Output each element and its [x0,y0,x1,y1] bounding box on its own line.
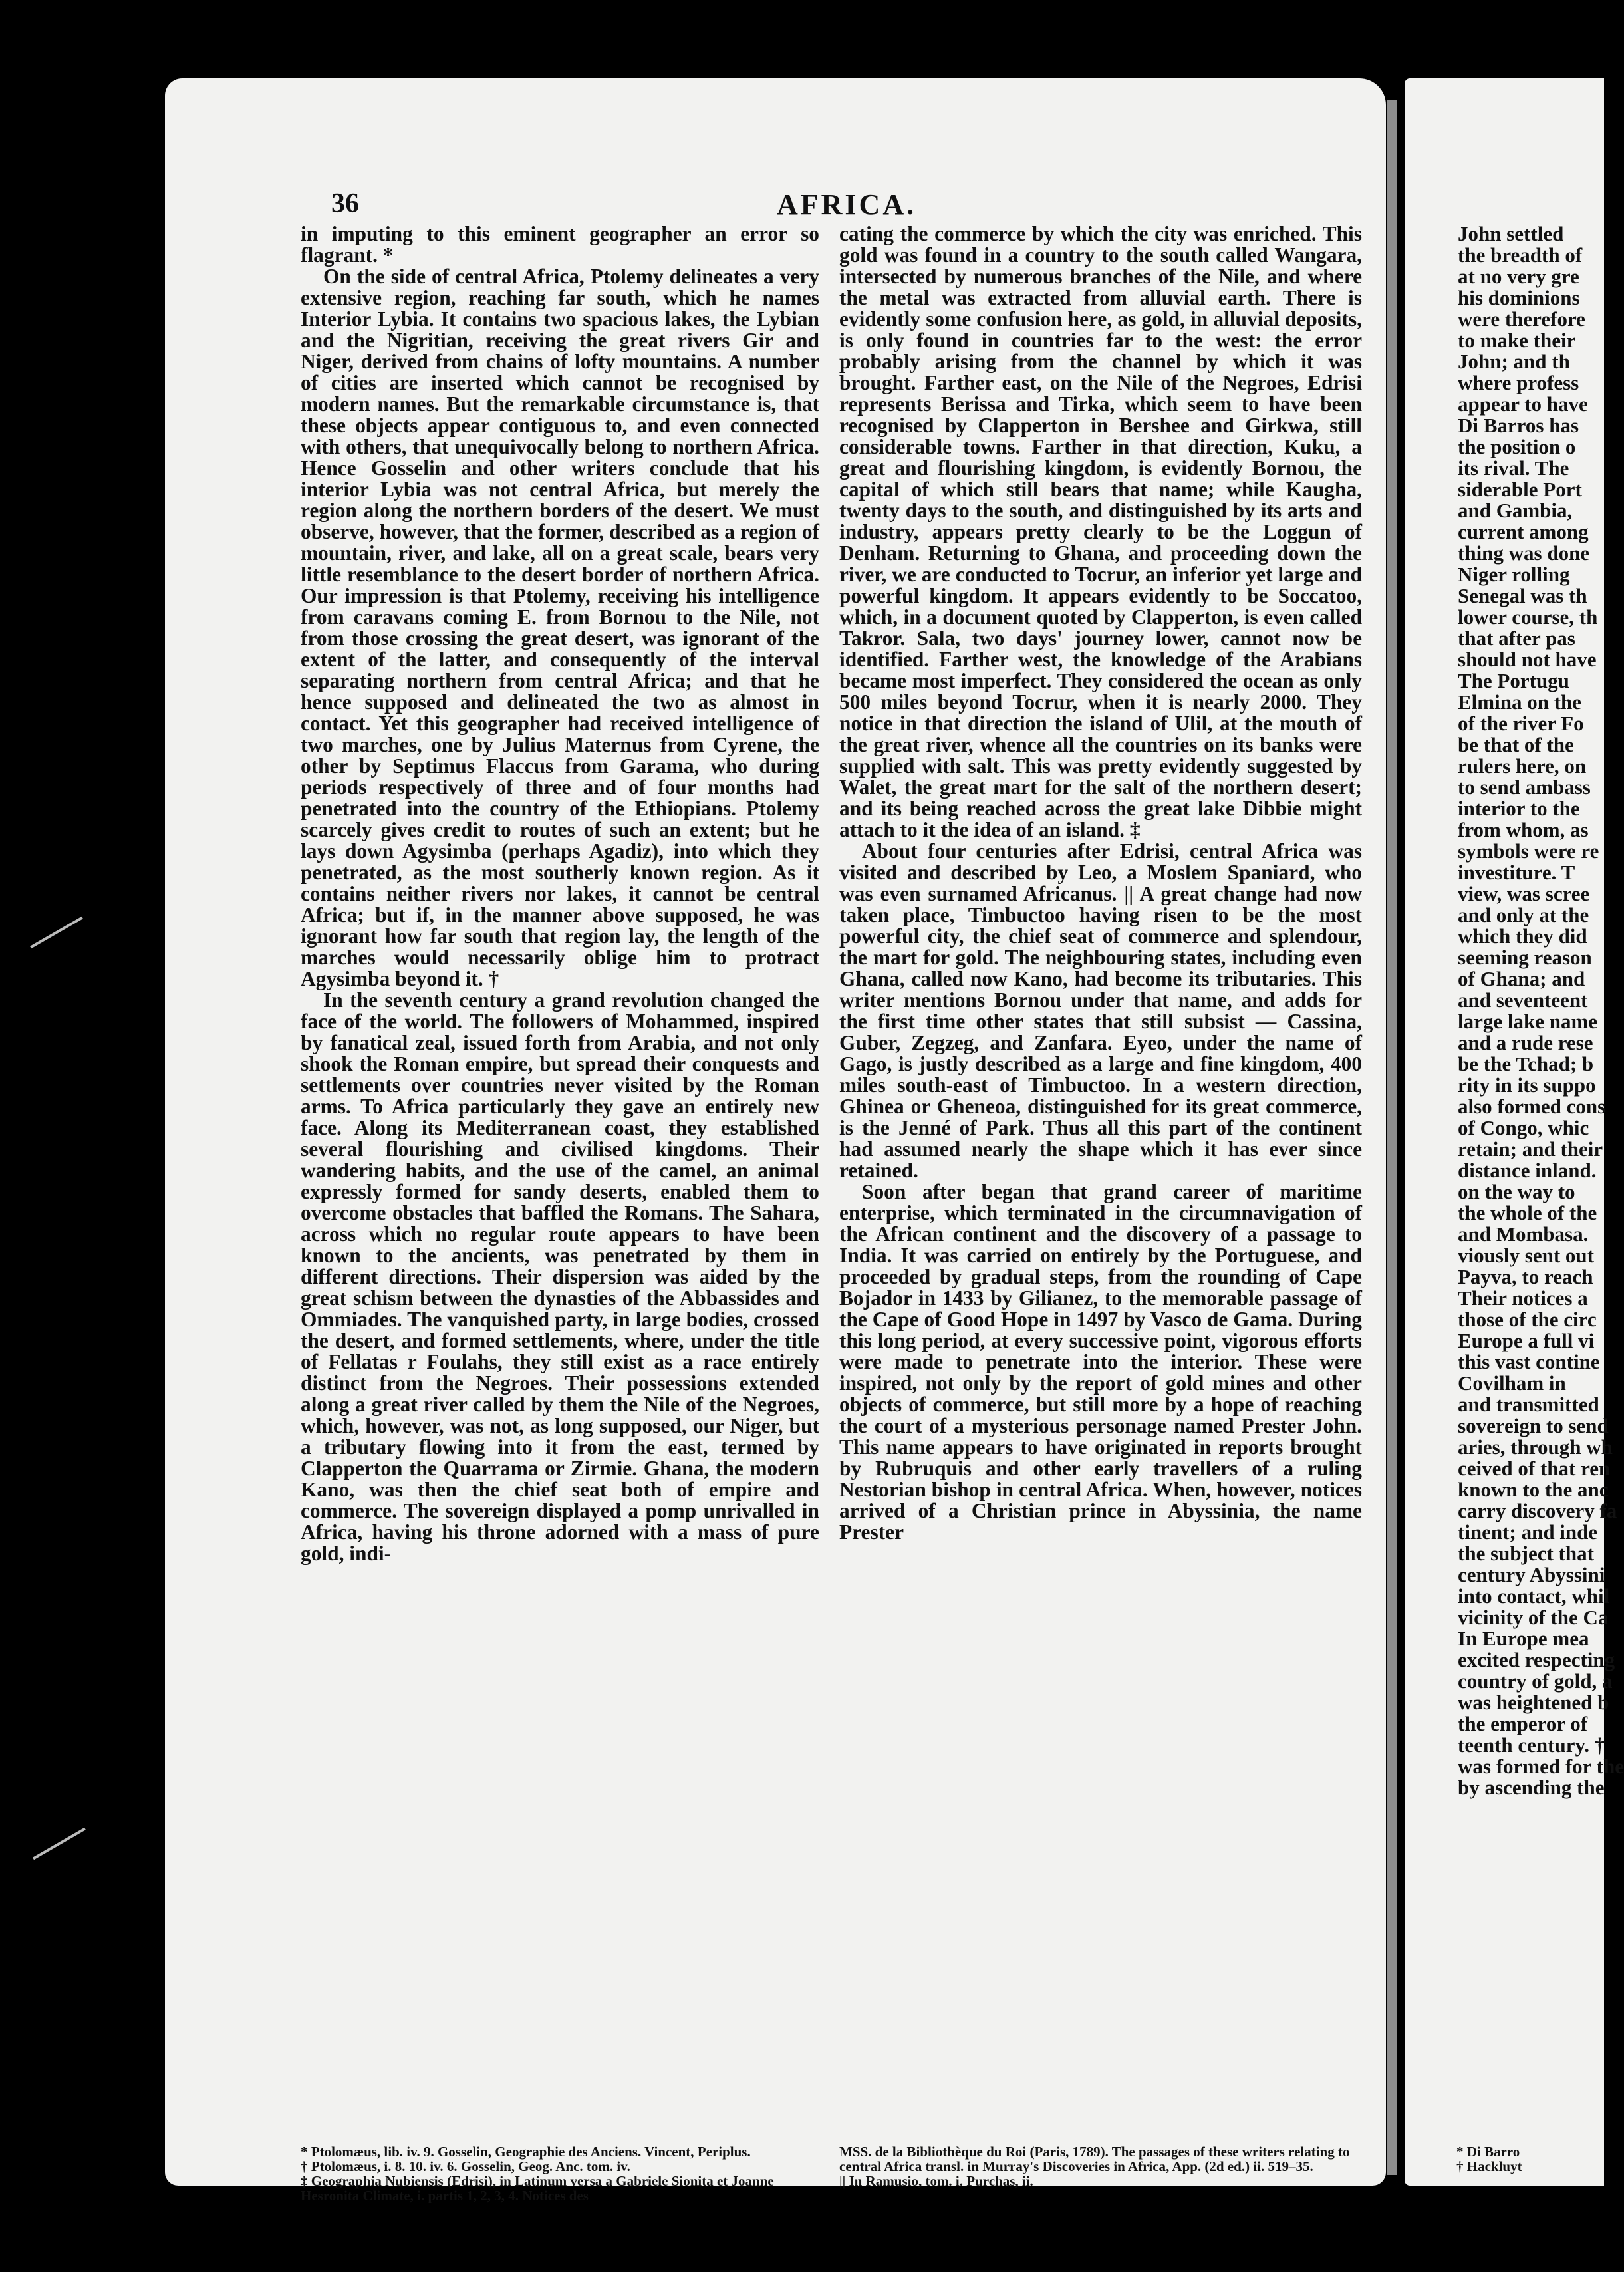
scan-mark [33,1828,86,1860]
footnotes-left [301,2144,819,2203]
fragment-line: interior to the [1458,797,1580,820]
fragment-line: John; and th [1458,350,1570,373]
fragment-line: Senegal was th [1458,584,1587,607]
fragment-line: Their notices a [1458,1286,1588,1310]
footnote: † Hackluyt [1456,2158,1522,2174]
page-edge [1387,100,1397,2175]
fragment-line: rulers here, on [1458,754,1587,778]
footnote: * Di Barro [1456,2144,1520,2160]
paragraph: in imputing to this eminent geographer an error so flagrant. * [301,222,819,267]
fragment-line: was formed for the [1458,1755,1624,1778]
fragment-line: its rival. The [1458,456,1569,480]
fragment-line: to make their [1458,329,1576,352]
running-title: AFRICA. [777,188,917,221]
fragment-line: thing was done [1458,541,1590,565]
fragment-line: vicinity of the Ca [1458,1606,1609,1629]
fragment-line: century Abyssini [1458,1563,1605,1586]
fragment-line: on the way to [1458,1180,1575,1203]
fragment-line: be that of the [1458,733,1574,756]
paragraph: Soon after began that grand career of maritime enterprise, which terminated in the circumnavigation of the African continent and the discovery of a passage to India. It was carried on entirely by the Portuguese, and proceeded by gradual steps, from the rounding of Cape Bojador in 1433 by Gilianez, to the memorable passage of the Cape of Good Hope in 1497 by Vasco de Gama. During this long period, at every successive point, vigorous efforts were made to penetrate into the interior. These were inspired, not only by the report of gold mines and other objects of commerce, but still more by a hope of reaching the court of a mysterious personage named Prester John. This name appears to have originated in reports brought by Rubruquis and other early travellers of a ruling Nestorian bishop in central Africa. When, however, notices arrived of a Christian prince in Abyssinia, the name Prester [839,1180,1362,1544]
fragment-line: Covilham in [1458,1371,1566,1395]
fragment-line: lower course, th [1458,605,1598,629]
fragment-line: that after pas [1458,627,1575,650]
fragment-line: siderable Port [1458,478,1582,501]
fragment-line: Di Barros has [1458,414,1579,437]
fragment-line: into contact, whil [1458,1584,1610,1608]
footnotes-middle [839,2144,1362,2188]
fragment-line: carry discovery fa [1458,1499,1617,1522]
fragment-line: appear to have [1458,392,1588,416]
fragment-line: be the Tchad; b [1458,1052,1594,1075]
paragraph: About four centuries after Edrisi, central Africa was visited and described by Leo, a Moslem Spaniard, who was even surnamed Africanus. || A great change had now taken place, Timbuctoo having risen to be the most powerful city, the chief seat of commerce and splendour, the mart for gold. The neighbouring states, including even Ghana, called now Kano, had become its tributaries. This writer mentions Bornou under that name, and adds for the first time other states that still subsist — Cassina, Guber, Zegzeg, and Zanfara. Eyeo, under the name of Gago, is justly described as a large and fine kingdom, 400 miles south-east of Timbuctoo. In a western direction, Ghinea or Gheneoa, distinguished for its great commerce, is the Jenné of Park. Thus all this part of the continent had assumed nearly the shape which it has ever since retained. [839,839,1362,1182]
paragraph: On the side of central Africa, Ptolemy delineates a very extensive region, reaching far south, which he names Interior Lybia. It contains two spacious lakes, the Lybian and the Nigritian, receiving the great rivers Gir and Niger, derived from chains of lofty mountains. A number of cities are inserted which cannot be recognised by modern names. But the remarkable circumstance is, that these objects appear contiguous to, and even connected with others, that unequivocally belong to northern Africa. Hence Gosselin and other writers conclude that his interior Lybia was not central Africa, but merely the region along the northern borders of the desert. We must observe, however, that the former, described as a region of mountain, river, and lake, all on a great scale, bears very little resemblance to the desert border of northern Africa. Our impression is that Ptolemy, receiving his intelligence from caravans coming E. from Bornou to the Nile, not from those crossing the great desert, was ignorant of the extent of the latter, and consequently of the interval separating northern from central Africa; and that he hence supposed and delineated the two as almost in contact. Yet this geographer had received intelligence of two marches, one by Julius Maternus from Cyrene, the other by Septimus Flaccus from Garama, who during periods respectively of three and of four months had penetrated into the country of the Ethiopians. Ptolemy scarcely gives credit to routes of such an extent; but he lays down Agysimba (perhaps Agadiz), into which they penetrated, as the most southerly known region. As it contains neither rivers nor lakes, it cannot be central Africa; but if, in the manner above supposed, he was ignorant how far south that region lay, the length of the marches would necessarily oblige him to protract Agysimba beyond it. † [301,265,819,990]
fragment-line: The Portugu [1458,669,1569,692]
footnote: ‡ Geographia Nubiensis (Edrisi), in Latinum versa a Gabriele Sionita et Joanne Hesronita Climate, i. partis 1, 2, 3, 4. Notices des [301,2173,774,2203]
fragment-line: were therefore [1458,307,1585,331]
fragment-line: his dominions [1458,286,1580,309]
fragment-line: of Ghana; and [1458,967,1585,990]
fragment-line: In Europe mea [1458,1627,1589,1650]
footnote: * Ptolomæus, lib. iv. 9. Gosselin, Geographie des Anciens. Vincent, Periplus. [301,2144,751,2160]
fragment-line: from whom, as [1458,818,1589,841]
fragment-line: sovereign to send [1458,1414,1609,1437]
fragment-line: and only at the [1458,903,1589,926]
fragment-line: excited respecting [1458,1648,1615,1671]
footnote: † Ptolomæus, i. 8. 10. iv. 6. Gosselin, Geog. Anc. tom. iv. [301,2158,630,2174]
fragment-line: and seventeent [1458,988,1588,1012]
fragment-line: tinent; and inde [1458,1520,1598,1544]
fragment-line: this vast contine [1458,1350,1600,1373]
left-column [301,223,819,1564]
paragraph: cating the commerce by which the city was enriched. This gold was found in a country to the south called Wangara, intersected by numerous branches of the Nile, and where the metal was extracted from alluvial earth. There is evidently some confusion here, as gold, in alluvial deposits, is only found in countries far to the west: the error probably arising from the channel by which it was brought. Farther east, on the Nile of the Negroes, Edrisi represents Berissa and Tirka, which seem to have been recognised by Clapperton in Bershee and Girkwa, still considerable towns. Farther in that direction, Kuku, a great and flourishing kingdom, is evidently Bornou, the capital of which still bears that name; while Kaugha, twenty days to the south, and distinguished by its arts and industry, appears pretty clearly to be the Loggun of Denham. Returning to Ghana, and proceeding down the river, we are conducted to Tocrur, an inferior yet large and powerful kingdom. It appears evidently to be Soccatoo, which, in a document quoted by Clapperton, is even called Takror. Sala, two days' journey lower, cannot now be identified. Farther west, the knowledge of the Arabians became most imperfect. They considered the ocean as only 500 miles beyond Tocrur, when it is nearly 2000. They notice in that direction the island of Ulil, at the mouth of the great river, whence all the countries on its banks were supplied with salt. This was pretty evidently suggested by Walet, the great mart for the salt of the northern desert; and its being reached across the great lake Dibbie might attach to it the idea of an island. ‡ [839,222,1362,841]
fragment-line: of Congo, whic [1458,1116,1589,1139]
middle-column [839,223,1362,1543]
fragment-line: which they did [1458,924,1587,948]
fragment-line: the position o [1458,435,1576,458]
fragment-line: large lake name [1458,1010,1598,1033]
fragment-line: by ascending the [1458,1776,1605,1799]
fragment-line: and Gambia, [1458,499,1573,522]
fragment-line: Payva, to reach [1458,1265,1593,1288]
fragment-line: investiture. T [1458,861,1575,884]
fragment-line: the breadth of [1458,243,1583,267]
fragment-line: the emperor of [1458,1712,1588,1735]
fragment-line: also formed cons [1458,1095,1606,1118]
fragment-line: viously sent out [1458,1244,1594,1267]
page-number: 36 [331,188,359,219]
fragment-line: where profess [1458,371,1579,394]
fragment-line: those of the circ [1458,1308,1597,1331]
fragment-line: and Mombasa. [1458,1222,1589,1246]
fragment-line: aries, through wh [1458,1435,1613,1459]
fragment-line: of the river Fo [1458,712,1584,735]
fragment-line: the whole of the [1458,1201,1597,1224]
fragment-line: ceived of that ren [1458,1457,1611,1480]
fragment-line: at no very gre [1458,265,1579,288]
fragment-line: current among [1458,520,1589,543]
fragment-line: the subject that [1458,1542,1594,1565]
fragment-line: distance inland. [1458,1159,1597,1182]
footnote: MSS. de la Bibliothèque du Roi (Paris, 1789). The passages of these writers relating to central Africa transl. in Murray's Discoveries in Africa, App. (2d ed.) ii. 519–35. [839,2144,1350,2174]
fragment-line: Elmina on the [1458,690,1582,714]
fragment-line: should not have [1458,648,1597,671]
fragment-line: teenth century. † [1458,1733,1605,1757]
fragment-line: John settled [1458,222,1564,245]
fragment-line: seeming reason [1458,946,1592,969]
paragraph: In the seventh century a grand revolution changed the face of the world. The followers of Mohammed, inspired by fanatical zeal, issued forth from Arabia, and not only shook the Roman empire, but spread their conquests and settlements over countries never visited by the Roman arms. To Africa particularly they gave an entirely new face. Along its Mediterranean coast, they established several flourishing and civilised kingdoms. Their wandering habits, and the use of the camel, an animal expressly formed for sandy deserts, enabled them to overcome obstacles that baffled the Romans. The Sahara, across which no regular route appears to have been known to the ancients, was penetrated by them in different directions. Their dispersion was aided by the great schism between the dynasties of the Abbassides and Ommiades. The vanquished party, in large bodies, crossed the desert, and formed settlements, where, under the title of Fellatas r Foulahs, they still exist as a race entirely distinct from the Negroes. Their possessions extended along a great river called by them the Nile of the Negroes, which, however, was not, as long supposed, our Niger, but a tributary flowing into it from the east, termed by Clapperton the Quarrama or Zirmie. Ghana, the modern Kano, was then the chief seat both of empire and commerce. The sovereign displayed a pomp unrivalled in Africa, having his throne adorned with a mass of pure gold, indi- [301,988,819,1565]
fragment-line: and transmitted [1458,1393,1599,1416]
fragment-line: retain; and their [1458,1137,1603,1161]
footnote: || In Ramusio, tom. i. Purchas, ii. [839,2173,1033,2189]
fragment-line: Europe a full vi [1458,1329,1595,1352]
footnotes-right [1456,2144,1589,2174]
fragment-line: and a rude rese [1458,1031,1593,1054]
fragment-line: country of gold, a [1458,1669,1613,1693]
fragment-line: known to the anc [1458,1478,1609,1501]
fragment-line: rity in its suppo [1458,1073,1596,1097]
scan-mark [30,917,83,948]
fragment-line: was heightened b [1458,1691,1609,1714]
fragment-line: Niger rolling [1458,563,1570,586]
right-column-fragment [1435,222,1624,1799]
fragment-line: symbols were re [1458,839,1599,863]
fragment-line: to send ambass [1458,776,1591,799]
fragment-line: view, was scree [1458,882,1590,905]
